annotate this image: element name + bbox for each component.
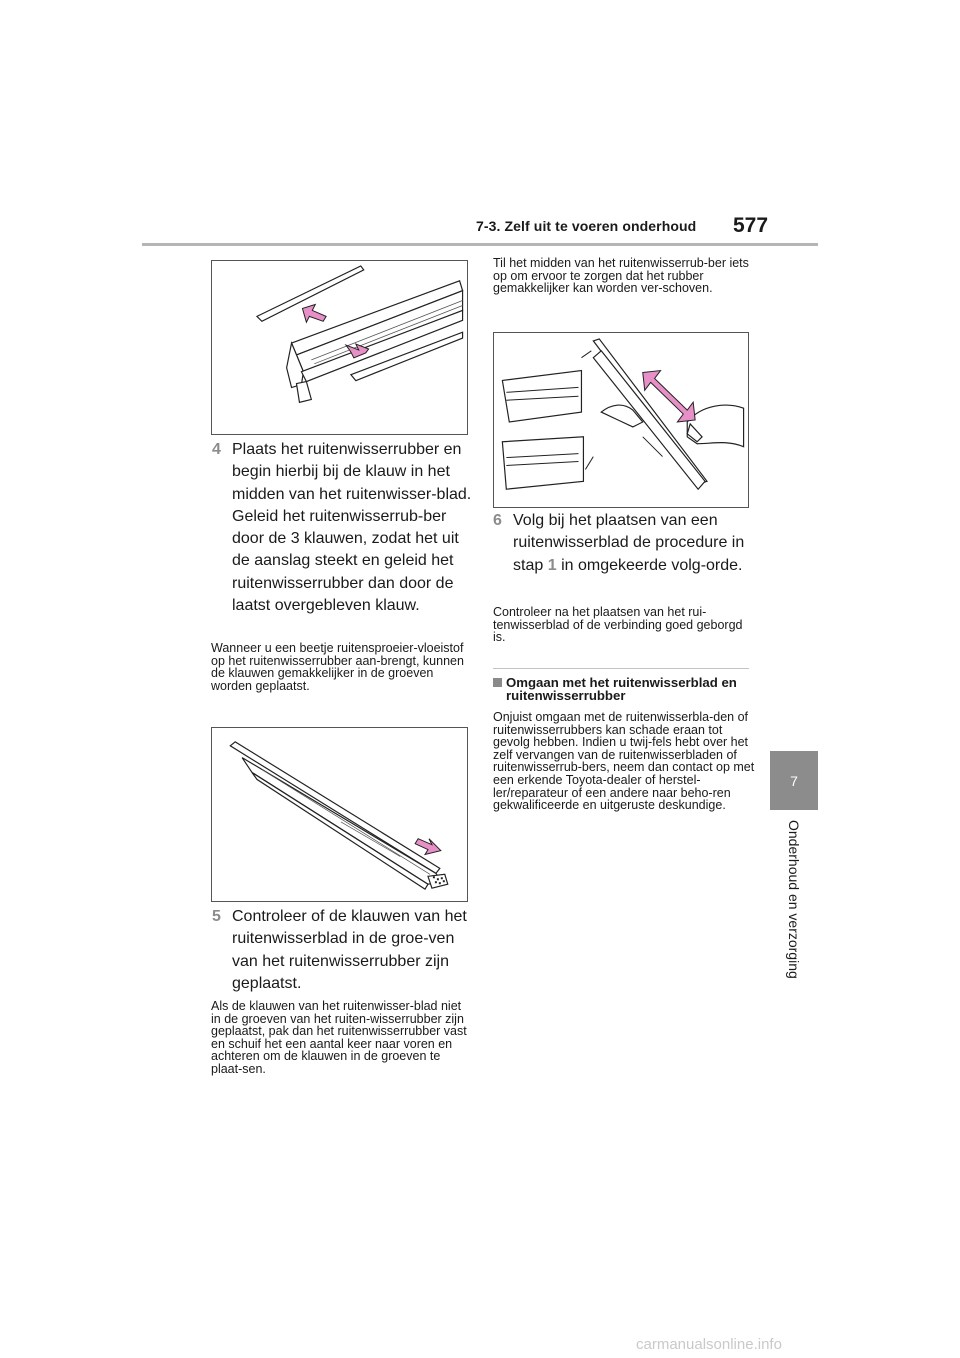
section-divider <box>493 668 749 669</box>
step-6 <box>493 510 755 577</box>
step-6-text-before: Volg bij het plaatsen van een ruitenwisserblad de procedure in stap <box>513 512 745 574</box>
header-rule <box>142 243 818 246</box>
chapter-title: Onderhoud en verzorging <box>786 820 802 979</box>
chapter-label <box>779 820 809 1000</box>
wiper-blade-claws-illustration <box>211 727 468 902</box>
step-5-note: Als de klauwen van het ruitenwisser-blad niet in de groeven van het ruiten-wisserrubber zijn geplaatst, pak dan het ruitenwisserrubber vast en schuif het een aantal keer naar voren en achteren om de klauwen in de groeven te plaat-sen. <box>211 999 467 1076</box>
step-5 <box>212 906 474 995</box>
step-6-number: 6 <box>493 512 502 529</box>
step-5-number: 5 <box>212 908 221 925</box>
page-number: 577 <box>733 214 769 237</box>
step-5-text: Controleer of de klauwen van het ruitenwisserblad in de groe-ven van het ruitenwisserrubber zijn geplaatst. <box>232 908 467 992</box>
step-4 <box>212 439 474 617</box>
step-6-text-after: in omgekeerde volg-orde. <box>561 556 743 574</box>
step-6-note: Controleer na het plaatsen van het rui-tenwisserblad of de verbinding goed geborgd is. <box>493 605 743 645</box>
subsection-heading <box>493 676 755 703</box>
heading-square-icon <box>493 678 502 687</box>
step-1-reference: 1 <box>547 556 557 574</box>
subsection-title: Omgaan met het ruitenwisserblad en ruitenwisserrubber <box>506 675 737 704</box>
wiper-hands-slide-illustration <box>493 332 749 508</box>
chapter-tab <box>770 751 818 810</box>
section-title: 7-3. Zelf uit te voeren onderhoud <box>476 218 697 234</box>
watermark: carmanualsonline.info <box>636 1336 782 1353</box>
step-4-number: 4 <box>212 441 221 458</box>
lift-rubber-note: Til het midden van het ruitenwisserrub-ber iets op om ervoor te zorgen dat het rubber gemakkelijker kan worden ver-schoven. <box>493 256 749 296</box>
subsection-body: Onjuist omgaan met de ruitenwisserbla-den of ruitenwisserrubbers kan schade eraan tot gevolg hebben. Indien u twij-fels hebt over het zelf vervangen van de ruitenwisserbladen of ruitenwisserrub-bers, neem dan contact op met een erkende Toyota-dealer of herstel-ler/reparateur of een andere naar beho-ren gekwalificeerde en uitgeruste deskundige. <box>493 710 755 813</box>
step-4-note: Wanneer u een beetje ruitensproeier-vloeistof op het ruitenwisserrubber aan-brengt, kunnen de klauwen gemakkelijker in de groeven worden geplaatst. <box>211 641 464 693</box>
wiper-rubber-insert-illustration <box>211 260 468 435</box>
chapter-number: 7 <box>790 772 798 789</box>
step-6-text <box>493 510 755 577</box>
step-4-text: Plaats het ruitenwisserrubber en begin hierbij bij de klauw in het midden van het ruitenwisser-blad. Geleid het ruitenwisserrub-ber door de 3 klauwen, zodat het uit de aanslag steekt en geleid het ruitenwisserrubber dan door de laatst overgebleven klauw. <box>232 441 472 615</box>
